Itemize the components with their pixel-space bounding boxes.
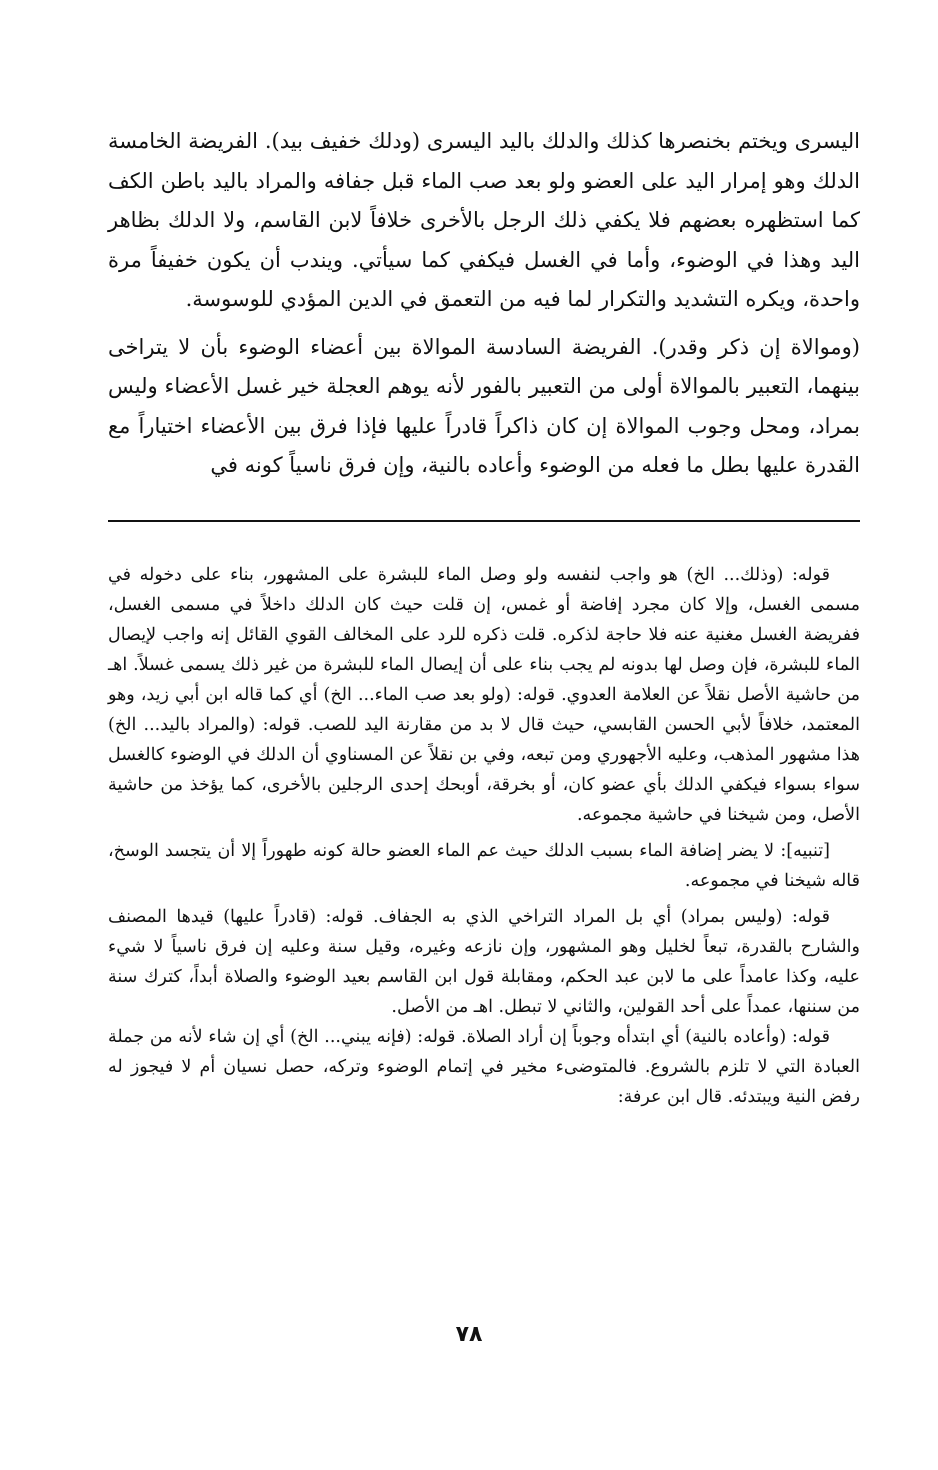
note-paragraph-4: قوله: (وأعاده بالنية) أي ابتدأه وجوباً إن أراد الصلاة. قوله: (فإنه يبني... الخ) أي إن شاء لأنه من جملة العبادة التي لا تلزم بالشروع. فالمتوضىء مخير في إتمام الوضوء وتركه، حصل نسيان أم لا فيجوز له رفض النية ويبتدئه. قال ابن عرفة: (108, 1027, 860, 1107)
page-number: ٧٨ (455, 1322, 483, 1347)
note-paragraph-1: قوله: (وذلك... الخ) هو واجب لنفسه ولو وصل الماء للبشرة على المشهور، بناء على دخوله في مسمى الغسل، وإلا كان مجرد إفاضة أو غمس، إن قلت حيث كان الدلك داخلاً في مسمى الغسل، ففريضة الغسل مغنية عنه فلا حاجة لذكره. قلت ذكره للرد على المخالف القوي القائل إنه واجب لإيصال الماء للبشرة، فإن وصل لها بدونه لم يجب بناء على أن إيصال الماء للبشرة من غير ذلك يسمى غسلاً. اهـ من حاشية الأصل نقلاً عن العلامة العدوي. قوله: (ولو بعد صب الماء... الخ) أي كما قاله ابن أبي زيد، وهو المعتمد، خلافاً لأبي الحسن القابسي، حيث قال لا بد من مقارنة اليد للصب. قوله: (والمراد باليد... الخ) هذا مشهور المذهب، وعليه الأجهوري ومن تبعه، وفي بن نقلاً عن المسناوي أن الدلك في الوضوء كالغسل سواء بسواء فيكفي الدلك بأي عضو كان، أو بخرقة، أوبحك إحدى الرجلين بالأخرى، كما يؤخذ من حاشية الأصل، ومن شيخنا في حاشية مجموعه. (108, 565, 860, 825)
main-text (108, 122, 860, 486)
note-paragraph-3: قوله: (وليس بمراد) أي بل المراد التراخي الذي به الجفاف. قوله: (قادراً عليها) قيدها المصنف والشارح بالقدرة، تبعاً لخليل وهو المشهور، وإن نازعه وغيره، وقيل سنة وعليه إن فرق ناسياً لا شيء عليه، وكذا عامداً على ما لابن عبد الحكم، ومقابلة قول ابن القاسم بعيد الوضوء والصلاة أبداً، كترك سنة من سننها، عمداً على أحد القولين، والثاني لا تبطل. اهـ من الأصل. (108, 907, 860, 1017)
main-paragraph-2: (وموالاة إن ذكر وقدر). الفريضة السادسة الموالاة بين أعضاء الوضوء بأن لا يتراخى بينهما، التعبير بالموالاة أولى من التعبير بالفور لأنه يوهم العجلة خير غسل الأعضاء وليس بمراد، ومحل وجوب الموالاة إن كان ذاكراً قادراً عليها فإذا فرق بين الأعضاء اختياراً مع القدرة عليها بطل ما فعله من الوضوء وأعاده بالنية، وإن فرق ناسياً كونه في (108, 334, 860, 477)
footnote-separator (108, 520, 860, 522)
main-paragraph-1: اليسرى ويختم بخنصرها كذلك والدلك باليد اليسرى (ودلك خفيف بيد). الفريضة الخامسة الدلك وهو إمرار اليد على العضو ولو بعد صب الماء قبل جفافه والمراد باليد باطن الكف كما استظهره بعضهم فلا يكفي ذلك الرجل بالأخرى خلافاً لابن القاسم، ولا الدلك بظاهر اليد وهذا في الوضوء، وأما في الغسل فيكفي كما سيأتي. ويندب أن يكون خفيفاً مرة واحدة، ويكره التشديد والتكرار لما فيه من التعمق في الدين المؤدي للوسوسة. (108, 129, 860, 311)
note-paragraph-2: [تنبيه]: لا يضر إضافة الماء بسبب الدلك حيث عم الماء العضو حالة كونه طهوراً إلا أن يتجسد الوسخ، قاله شيخنا في مجموعه. (108, 841, 860, 891)
commentary-notes (108, 560, 860, 1112)
